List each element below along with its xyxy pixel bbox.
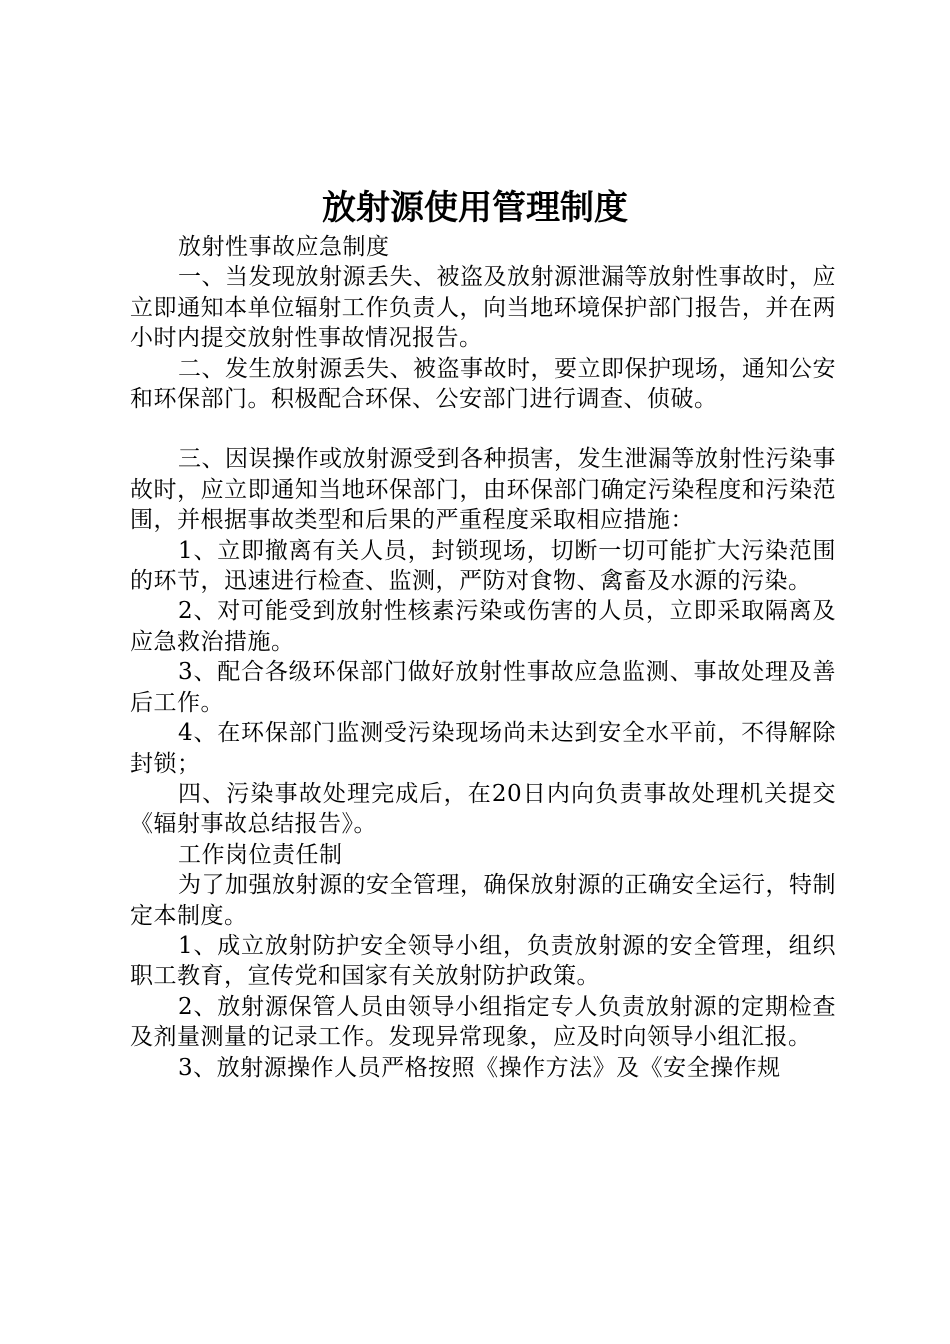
paragraph-13: 3、放射源操作人员严格按照《操作方法》及《安全操作规 <box>178 1054 781 1081</box>
section-heading-responsibility: 工作岗位责任制 <box>178 841 343 868</box>
paragraph-1: 一、当发现放射源丢失、被盗及放射源泄漏等放射性事故时，应立即通知本单位辐射工作负责人，向当地环境保护部门报告，并在两小时内提交放射性事故情况报告。 <box>130 264 836 352</box>
document-body <box>130 232 836 1083</box>
paragraph-8: 四、污染事故处理完成后，在20日内向负责事故处理机关提交《辐射事故总结报告》。 <box>130 780 836 838</box>
page-title: 放射源使用管理制度 <box>322 188 628 228</box>
paragraph-4: 1、立即撤离有关人员，封锁现场，切断一切可能扩大污染范围的环节，迅速进行检查、监测，严防对食物、禽畜及水源的污染。 <box>130 537 836 595</box>
paragraph-6: 3、配合各级环保部门做好放射性事故应急监测、事故处理及善后工作。 <box>130 659 836 716</box>
section-heading-emergency: 放射性事故应急制度 <box>178 234 390 260</box>
paragraph-5: 2、对可能受到放射性核素污染或伤害的人员，立即采取隔离及应急救治措施。 <box>130 598 836 655</box>
paragraph-12: 2、放射源保管人员由领导小组指定专人负责放射源的定期检查及剂量测量的记录工作。发现异常现象，应及时向领导小组汇报。 <box>130 993 836 1051</box>
paragraph-10: 为了加强放射源的安全管理，确保放射源的正确安全运行，特制定本制度。 <box>130 872 836 929</box>
paragraph-3: 三、因误操作或放射源受到各种损害，发生泄漏等放射性污染事故时，应立即通知当地环保部门，由环保部门确定污染程度和污染范围，并根据事故类型和后果的严重程度采取相应措施： <box>130 446 836 534</box>
paragraph-11: 1、成立放射防护安全领导小组，负责放射源的安全管理，组织职工教育，宣传党和国家有关放射防护政策。 <box>130 932 836 990</box>
paragraph-7: 4、在环保部门监测受污染现场尚未达到安全水平前，不得解除封锁； <box>130 720 836 777</box>
paragraph-2: 二、发生放射源丢失、被盗事故时，要立即保护现场，通知公安和环保部门。积极配合环保、公安部门进行调查、侦破。 <box>130 355 836 413</box>
